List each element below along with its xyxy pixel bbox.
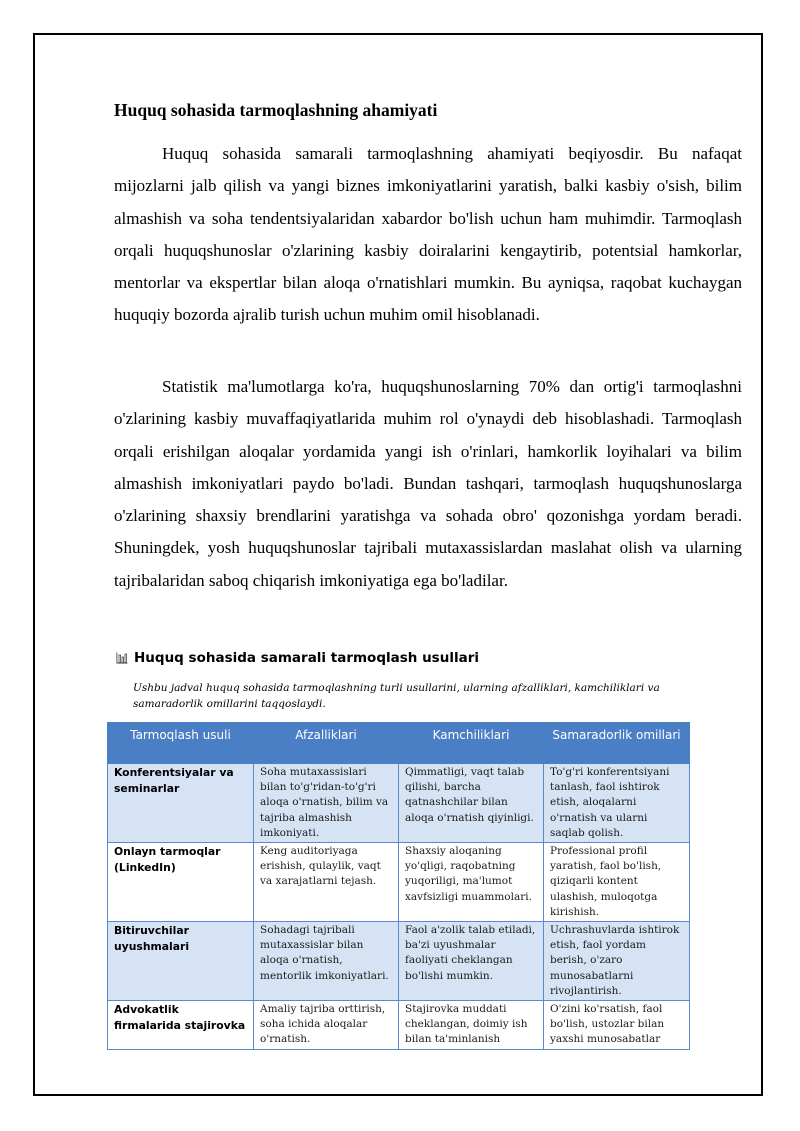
disadvantages-cell: Stajirovka muddati cheklangan, doimiy ish bilan ta'minlanish bbox=[399, 1001, 544, 1050]
paragraph-importance: Huquq sohasida samarali tarmoqlashning ahamiyati beqiyosdir. Bu nafaqat mijozlarni jalb qilish va yangi biznes imkoniyatlarini yaratish, balki kasbiy o'sish, bilim almashish va soha tendentsiyalaridan xabardor bo'lish uchun ham muhimdir. Tarmoqlash orqali huquqshunoslar o'zlarining kasbiy doiralarini kengaytirib, potentsial hamkorlar, mentorlar va ekspertlar bilan aloqa o'rnatishlari mumkin. Bu ayniqsa, raqobat kuchaygan huquqiy bozorda ajralib turish uchun muhim omil hisoblanadi. bbox=[114, 144, 742, 325]
table-row bbox=[108, 1001, 690, 1050]
column-header-disadvantages: Kamchiliklari bbox=[399, 723, 544, 764]
method-cell: Onlayn tarmoqlar (LinkedIn) bbox=[108, 843, 254, 922]
factors-cell: O'zini ko'rsatish, faol bo'lish, ustozlar bilan yaxshi munosabatlar bbox=[544, 1001, 690, 1050]
table-row bbox=[108, 764, 690, 843]
paragraph-statistics: Statistik ma'lumotlarga ko'ra, huquqshunoslarning 70% dan ortig'i tarmoqlashni o'zlarining kasbiy muvaffaqiyatlarida muhim rol o'ynaydi deb hisoblashadi. Tarmoqlash orqali erishilgan aloqalar yordamida yangi ish o'rinlari, hamkorlik loyihalari va bilim almashish imkoniyatlari paydo bo'ladi. Bundan tashqari, tarmoqlash huquqshunoslarga o'zlarining shaxsiy brendlarini yaratishga va sohada obro' qozonishga yordam beradi. Shuningdek, yosh huquqshunoslar tajribali mutaxassislardan maslahat olish va ularning tajribalaridan saboq chiqarish imkoniyatiga ega bo'ladilar. bbox=[114, 377, 742, 590]
advantages-cell: Amaliy tajriba orttirish, soha ichida aloqalar o'rnatish. bbox=[254, 1001, 399, 1050]
disadvantages-cell: Faol a'zolik talab etiladi, ba'zi uyushmalar faoliyati cheklangan bo'lishi mumkin. bbox=[399, 922, 544, 1001]
table-header-row bbox=[108, 723, 690, 764]
column-header-advantages: Afzalliklari bbox=[254, 723, 399, 764]
section-heading: Huquq sohasida tarmoqlashning ahamiyati bbox=[114, 100, 438, 120]
bar-chart-icon bbox=[116, 652, 128, 664]
table-row bbox=[108, 843, 690, 922]
table-caption: Ushbu jadval huquq sohasida tarmoqlashning turli usullarini, ularning afzalliklari, kamchiliklari va samaradorlik omillarini taqqoslaydi. bbox=[133, 682, 660, 710]
factors-cell: To'g'ri konferentsiyani tanlash, faol ishtirok etish, aloqalarni o'rnatish va ularni saqlab qolish. bbox=[544, 764, 690, 843]
advantages-cell: Sohadagi tajribali mutaxassislar bilan aloqa o'rnatish, mentorlik imkoniyatlari. bbox=[254, 922, 399, 1001]
advantages-cell: Soha mutaxassislari bilan to'g'ridan-to'g'ri aloqa o'rnatish, bilim va tajriba almashish imkoniyati. bbox=[254, 764, 399, 843]
method-cell: Konferentsiyalar va seminarlar bbox=[108, 764, 254, 843]
factors-cell: Uchrashuvlarda ishtirok etish, faol yordam berish, o'zaro munosabatlarni rivojlantirish. bbox=[544, 922, 690, 1001]
table-title bbox=[116, 650, 736, 666]
method-cell: Advokatlik firmalarida stajirovka bbox=[108, 1001, 254, 1050]
column-header-factors: Samaradorlik omillari bbox=[544, 723, 690, 764]
disadvantages-cell: Qimmatligi, vaqt talab qilishi, barcha qatnashchilar bilan aloqa o'rnatish qiyinligi. bbox=[399, 764, 544, 843]
comparison-table bbox=[107, 722, 690, 1050]
table-title-text: Huquq sohasida samarali tarmoqlash usullari bbox=[134, 650, 479, 666]
disadvantages-cell: Shaxsiy aloqaning yo'qligi, raqobatning yuqoriligi, ma'lumot xavfsizligi muammolari. bbox=[399, 843, 544, 922]
method-cell: Bitiruvchilar uyushmalari bbox=[108, 922, 254, 1001]
table-row bbox=[108, 922, 690, 1001]
advantages-cell: Keng auditoriyaga erishish, qulaylik, vaqt va xarajatlarni tejash. bbox=[254, 843, 399, 922]
column-header-method: Tarmoqlash usuli bbox=[108, 723, 254, 764]
factors-cell: Professional profil yaratish, faol bo'lish, qiziqarli kontent ulashish, muloqotga kirishish. bbox=[544, 843, 690, 922]
